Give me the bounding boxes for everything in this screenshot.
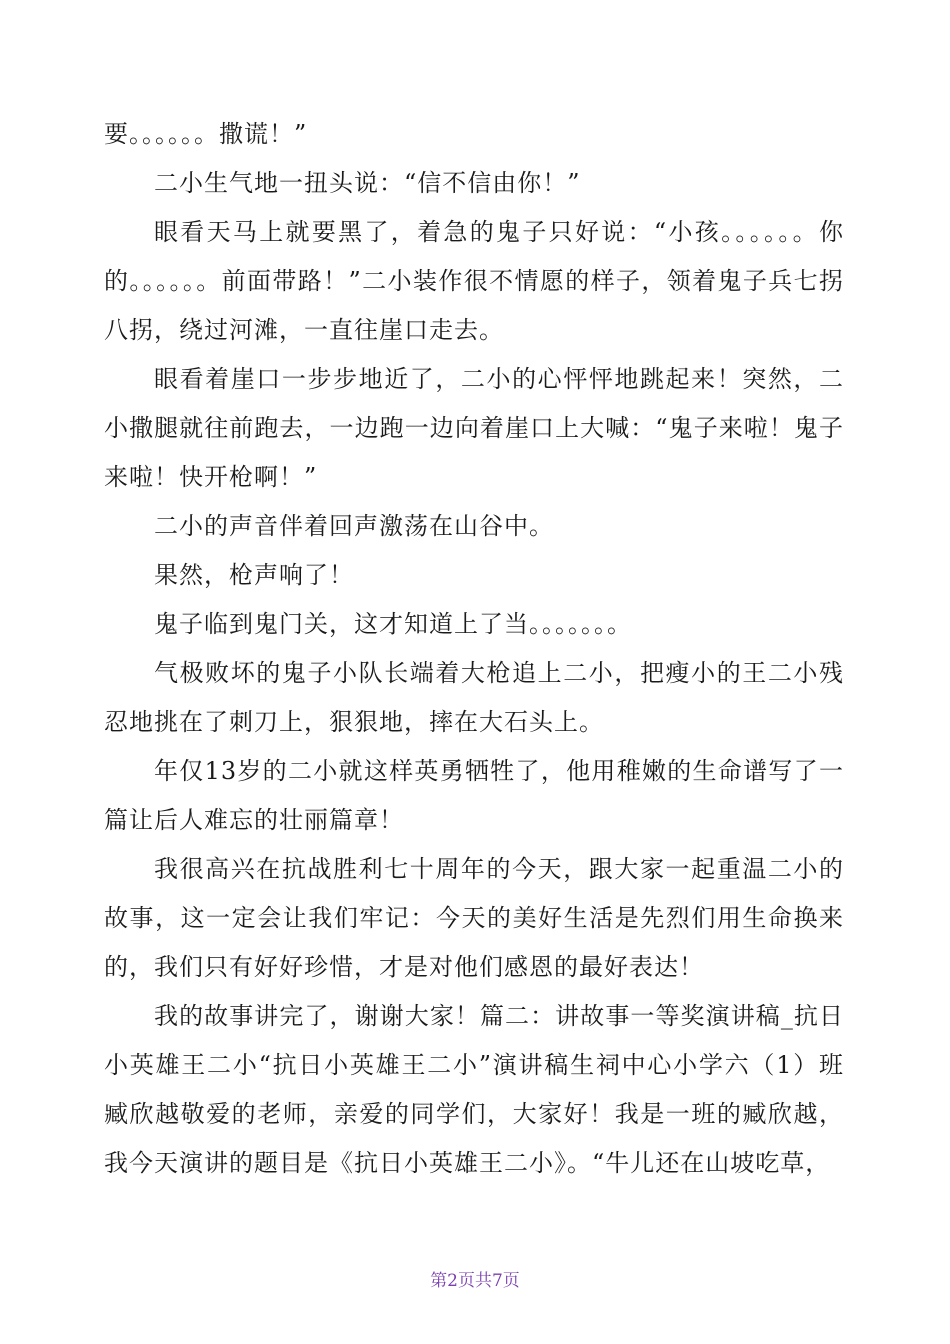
paragraph-4: 眼看着崖口一步步地近了，二小的心怦怦地跳起来！突然，二小撒腿就往前跑去，一边跑一边向着崖口上大喊：“鬼子来啦！鬼子来啦！快开枪啊！” bbox=[104, 365, 844, 491]
paragraph-5: 二小的声音伴着回声激荡在山谷中。 bbox=[154, 512, 554, 540]
paragraph-7: 鬼子临到鬼门关，这才知道上了当。。。。。。。 bbox=[154, 610, 632, 638]
paragraph-2: 二小生气地一扭头说：“信不信由你！” bbox=[154, 169, 581, 197]
paragraph-3: 眼看天马上就要黑了，着急的鬼子只好说：“小孩。。。。。。你的。。。。。。前面带路！”二小装作很不情愿的样子，领着鬼子兵七拐八拐，绕过河滩，一直往崖口走去。 bbox=[104, 218, 844, 344]
paragraph-11: 我的故事讲完了，谢谢大家！篇二：讲故事一等奖演讲稿_抗日小英雄王二小“抗日小英雄王二小”演讲稿生祠中心小学六（1）班臧欣越敬爱的老师，亲爱的同学们，大家好！我是一班的臧欣越，我今天演讲的题目是《抗日小英雄王二小》。“牛儿还在山坡吃草， bbox=[104, 1002, 844, 1177]
paragraph-8: 气极败坏的鬼子小队长端着大枪追上二小，把瘦小的王二小残忍地挑在了刺刀上，狠狠地，摔在大石头上。 bbox=[104, 659, 844, 736]
paragraph-9: 年仅13岁的二小就这样英勇牺牲了，他用稚嫩的生命谱写了一篇让后人难忘的壮丽篇章！ bbox=[104, 757, 844, 834]
paragraph-1: 要。。。。。。撒谎！” bbox=[104, 120, 308, 148]
body-text bbox=[104, 110, 844, 1188]
paragraph-10: 我很高兴在抗战胜利七十周年的今天，跟大家一起重温二小的故事，这一定会让我们牢记：今天的美好生活是先烈们用生命换来的，我们只有好好珍惜，才是对他们感恩的最好表达！ bbox=[104, 855, 844, 981]
paragraph-6: 果然，枪声响了！ bbox=[154, 561, 354, 589]
page-number-footer: 第2页共7页 bbox=[430, 1271, 520, 1291]
